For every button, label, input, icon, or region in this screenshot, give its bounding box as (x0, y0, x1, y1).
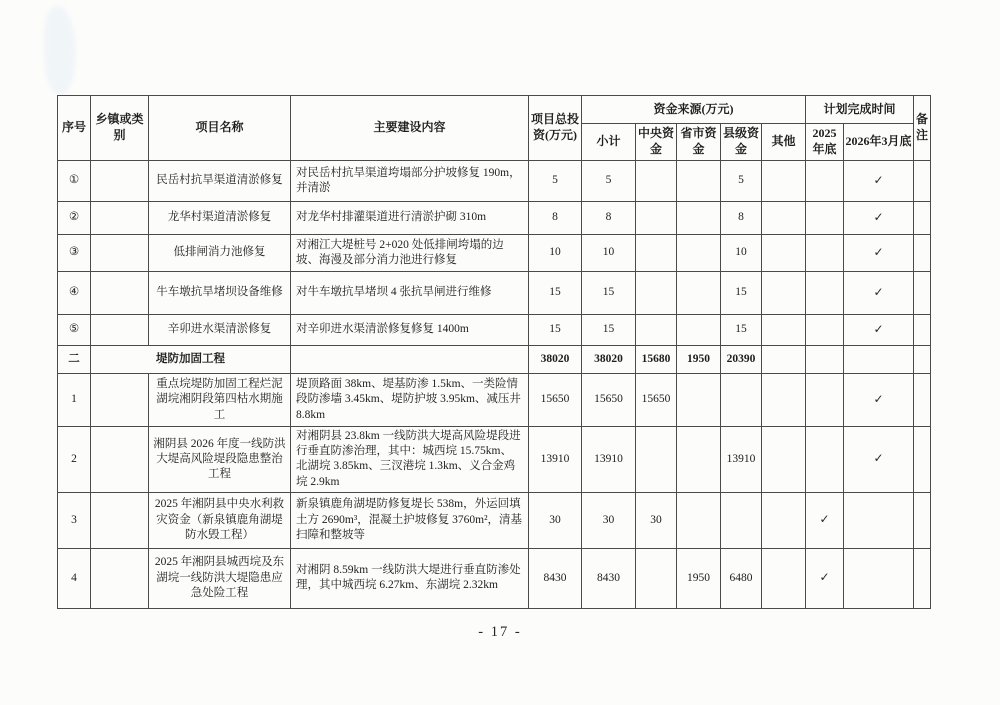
cell-by_2025 (806, 427, 844, 493)
cell-project: 牛车墩抗旱堵坝设备维修 (149, 272, 291, 315)
cell-by_2025 (806, 346, 844, 374)
cell-by_2025: ✓ (806, 548, 844, 608)
cell-content: 对湘阴县 23.8km 一线防洪大堤高风险堤段进行垂直防渗治理，其中：城西垸 15.75km、北湖垸 3.85km、三汊港垸 1.3km、义合金鸡垸 2.9km (291, 427, 529, 493)
cell-serial: ② (58, 202, 91, 235)
cell-content: 对牛车墩抗旱堵坝 4 张抗旱闸进行维修 (291, 272, 529, 315)
cell-provincial (677, 315, 721, 346)
cell-serial: 1 (58, 374, 91, 427)
cell-subtotal: 5 (582, 161, 636, 202)
table-row (58, 235, 931, 272)
cell-investment: 15 (529, 272, 582, 315)
cell-content: 对民岳村抗旱渠道垮塌部分护坡修复 190m，并清淤 (291, 161, 529, 202)
header-by-end-2025: 2025年底 (806, 124, 844, 161)
cell-by_2026 (844, 548, 914, 608)
cell-subtotal: 38020 (582, 346, 636, 374)
cell-central (636, 235, 677, 272)
cell-township (91, 161, 149, 202)
cell-provincial: 1950 (677, 346, 721, 374)
cell-remark (914, 492, 931, 548)
cell-provincial (677, 202, 721, 235)
cell-township (91, 202, 149, 235)
header-township: 乡镇或类别 (91, 96, 149, 161)
cell-remark (914, 315, 931, 346)
cell-project: 辛卯进水渠清淤修复 (149, 315, 291, 346)
table-row (58, 315, 931, 346)
header-row-groups (58, 96, 931, 124)
header-other-funds: 其他 (762, 124, 806, 161)
cell-serial: 2 (58, 427, 91, 493)
header-serial: 序号 (58, 96, 91, 161)
cell-other (762, 161, 806, 202)
cell-serial: ⑤ (58, 315, 91, 346)
cell-subtotal: 15 (582, 315, 636, 346)
cell-township (91, 492, 149, 548)
table-row (58, 427, 931, 493)
cell-provincial (677, 161, 721, 202)
cell-by_2026: ✓ (844, 427, 914, 493)
cell-by_2025 (806, 161, 844, 202)
cell-by_2026 (844, 492, 914, 548)
cell-investment: 15 (529, 315, 582, 346)
cell-serial: 4 (58, 548, 91, 608)
cell-provincial: 1950 (677, 548, 721, 608)
cell-serial: ① (58, 161, 91, 202)
cell-content: 新泉镇鹿角湖堤防修复堤长 538m，外运回填土方 2690m³，混凝土护坡修复 3760m²，清基扫障和整坡等 (291, 492, 529, 548)
cell-content: 对湘阴 8.59km 一线防洪大堤进行垂直防渗处理，其中城西垸 6.27km、东湖垸 2.32km (291, 548, 529, 608)
cell-by_2026: ✓ (844, 272, 914, 315)
cell-by_2026: ✓ (844, 374, 914, 427)
cell-by_2026: ✓ (844, 235, 914, 272)
cell-central (636, 427, 677, 493)
cell-project: 湘阴县 2026 年度一线防洪大堤高风险堤段隐患整治工程 (149, 427, 291, 493)
cell-subtotal: 15 (582, 272, 636, 315)
page-number: - 17 - (478, 624, 522, 640)
cell-investment: 10 (529, 235, 582, 272)
cell-by_2025 (806, 235, 844, 272)
cell-serial: 3 (58, 492, 91, 548)
cell-investment: 5 (529, 161, 582, 202)
cell-other (762, 548, 806, 608)
cell-county: 20390 (721, 346, 762, 374)
cell-other (762, 427, 806, 493)
cell-township (91, 235, 149, 272)
cell-project: 龙华村渠道清淤修复 (149, 202, 291, 235)
cell-subtotal: 15650 (582, 374, 636, 427)
project-funding-table (57, 95, 931, 609)
cell-project: 2025 年湘阴县城西垸及东湖垸一线防洪大堤隐患应急处险工程 (149, 548, 291, 608)
cell-central: 30 (636, 492, 677, 548)
cell-county: 15 (721, 272, 762, 315)
cell-county: 8 (721, 202, 762, 235)
cell-project: 2025 年湘阴县中央水利救灾资金（新泉镇鹿角湖堤防水毁工程） (149, 492, 291, 548)
cell-by_2026 (844, 346, 914, 374)
cell-by_2025 (806, 315, 844, 346)
header-project-name: 项目名称 (149, 96, 291, 161)
cell-investment: 38020 (529, 346, 582, 374)
cell-other (762, 346, 806, 374)
header-subtotal: 小计 (582, 124, 636, 161)
cell-content: 对湘江大堤桩号 2+020 处低排闸垮塌的边坡、海漫及部分消力池进行修复 (291, 235, 529, 272)
header-central-funds: 中央资金 (636, 124, 677, 161)
cell-serial: 二 (58, 346, 91, 374)
table-row (58, 272, 931, 315)
cell-by_2026: ✓ (844, 161, 914, 202)
cell-remark (914, 272, 931, 315)
cell-by_2026: ✓ (844, 315, 914, 346)
cell-remark (914, 548, 931, 608)
cell-central (636, 315, 677, 346)
cell-content: 对辛卯进水渠清淤修复修复 1400m (291, 315, 529, 346)
cell-subtotal: 30 (582, 492, 636, 548)
cell-project: 重点垸堤防加固工程烂泥湖垸湘阴段第四枯水期施工 (149, 374, 291, 427)
header-construction-content: 主要建设内容 (291, 96, 529, 161)
cell-central (636, 161, 677, 202)
cell-remark (914, 374, 931, 427)
cell-serial: ④ (58, 272, 91, 315)
scan-smudge-artifact (44, 6, 76, 94)
table-row (58, 202, 931, 235)
table-header (58, 96, 931, 161)
cell-content: 对龙华村排灌渠道进行清淤护砌 310m (291, 202, 529, 235)
cell-central: 15650 (636, 374, 677, 427)
cell-remark (914, 202, 931, 235)
cell-remark (914, 427, 931, 493)
cell-investment: 30 (529, 492, 582, 548)
cell-township (91, 548, 149, 608)
cell-provincial (677, 374, 721, 427)
cell-remark (914, 161, 931, 202)
cell-provincial (677, 235, 721, 272)
header-total-investment: 项目总投资(万元) (529, 96, 582, 161)
cell-content (291, 346, 529, 374)
cell-county: 10 (721, 235, 762, 272)
table-row (58, 548, 931, 608)
cell-other (762, 492, 806, 548)
cell-investment: 13910 (529, 427, 582, 493)
cell-by_2025: ✓ (806, 492, 844, 548)
table-row (58, 161, 931, 202)
cell-subtotal: 13910 (582, 427, 636, 493)
cell-remark (914, 346, 931, 374)
cell-by_2025 (806, 202, 844, 235)
cell-county: 15 (721, 315, 762, 346)
cell-subtotal: 8 (582, 202, 636, 235)
cell-central (636, 548, 677, 608)
cell-township (91, 272, 149, 315)
cell-provincial (677, 492, 721, 548)
cell-investment: 8430 (529, 548, 582, 608)
header-funding-source-group: 资金来源(万元) (582, 96, 806, 124)
cell-subtotal: 10 (582, 235, 636, 272)
table-body (58, 161, 931, 609)
cell-central: 15680 (636, 346, 677, 374)
cell-other (762, 374, 806, 427)
cell-content: 堤顶路面 38km、堤基防渗 1.5km、一类险情段防渗墙 3.45km、堤防护坡 3.95km、减压井 8.8km (291, 374, 529, 427)
cell-by_2026: ✓ (844, 202, 914, 235)
cell-by_2025 (806, 374, 844, 427)
cell-county: 6480 (721, 548, 762, 608)
cell-other (762, 315, 806, 346)
cell-provincial (677, 427, 721, 493)
table-row (58, 492, 931, 548)
header-remark: 备注 (914, 96, 931, 161)
header-county-funds: 县级资金 (721, 124, 762, 161)
table-row (58, 346, 931, 374)
cell-central (636, 272, 677, 315)
header-by-march-2026: 2026年3月底 (844, 124, 914, 161)
header-provincial-funds: 省市资金 (677, 124, 721, 161)
cell-county (721, 374, 762, 427)
cell-by_2025 (806, 272, 844, 315)
cell-provincial (677, 272, 721, 315)
cell-remark (914, 235, 931, 272)
cell-investment: 15650 (529, 374, 582, 427)
cell-other (762, 202, 806, 235)
cell-township (91, 374, 149, 427)
cell-project: 低排闸消力池修复 (149, 235, 291, 272)
table-row (58, 374, 931, 427)
cell-other (762, 272, 806, 315)
cell-subtotal: 8430 (582, 548, 636, 608)
cell-investment: 8 (529, 202, 582, 235)
cell-county: 5 (721, 161, 762, 202)
cell-township (91, 315, 149, 346)
cell-county: 13910 (721, 427, 762, 493)
cell-township (91, 427, 149, 493)
cell-other (762, 235, 806, 272)
cell-county (721, 492, 762, 548)
cell-central (636, 202, 677, 235)
cell-project: 堤防加固工程 (91, 346, 291, 374)
cell-project: 民岳村抗旱渠道清淤修复 (149, 161, 291, 202)
header-schedule-group: 计划完成时间 (806, 96, 914, 124)
cell-serial: ③ (58, 235, 91, 272)
